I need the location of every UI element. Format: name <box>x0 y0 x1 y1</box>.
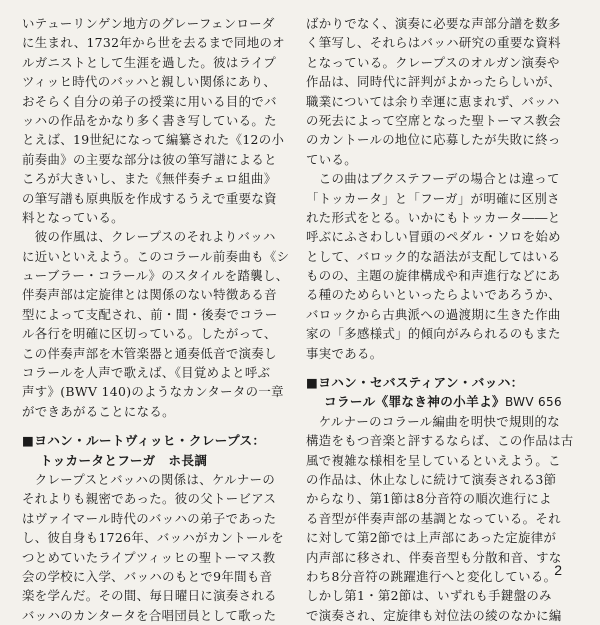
text-line: はヴァイマール時代のバッハの弟子であった <box>22 510 277 526</box>
right-column <box>306 14 586 625</box>
page-number: 2 <box>554 562 562 578</box>
bwv-number: BWV 656 <box>504 395 563 410</box>
text-line: それよりも親密であった。彼の父トービアス <box>22 491 277 507</box>
text-line: ツィッヒ時代のバッハと親しい関係にあり、 <box>22 74 277 90</box>
section-heading-bach <box>306 373 586 412</box>
text-line: に近いといえよう。このコラール前奏曲も《シ <box>22 248 290 264</box>
text-line: つとめていたライプツィッヒの聖トーマス教 <box>22 549 276 565</box>
text-line: バロックから古典派への過渡期に生きた作曲 <box>306 306 561 322</box>
right-text-block <box>306 14 586 363</box>
heading-composer: ■ヨハン・セバスティアン・バッハ： <box>306 375 524 391</box>
heading-title-row <box>306 392 586 411</box>
text-line: として、バロック的な語法が支配してはいる <box>306 248 561 264</box>
text-line: 声す》(BWV 140)のようなカンタータの一章 <box>22 384 284 400</box>
text-line: からなり、第1節は8分音符の順次進行によ <box>306 491 552 507</box>
text-line: となっている。クレープスのオルガン演奏や <box>306 54 560 70</box>
text-line: 構造をもつ音楽と評するならば、この作品は古 <box>306 433 574 449</box>
text-line: 作品は、同時代に評判がよかったらしいが、 <box>306 74 561 90</box>
text-line: の筆写譜も原典版を作成するうえで重要な資 <box>22 190 277 206</box>
text-line: る音型が伴奏声部の基調となっている。それ <box>306 510 561 526</box>
text-line: の死去によって空席となった聖トーマス教会 <box>306 112 561 128</box>
text-line: ばかりでなく、演奏に必要な声部分譜を数多 <box>306 16 561 31</box>
text-line: 楽を学んだ。その間、毎日曜日に演奏される <box>22 588 277 604</box>
text-line: の作品は、休止なしに続けて演奏される3節 <box>306 471 557 487</box>
text-line: ている。 <box>306 151 357 167</box>
text-line: 伴奏声部は定旋律とは関係のない特徴ある音 <box>22 287 277 303</box>
text-line: 会の学校に入学、バッハのもとで9年間も音 <box>22 568 273 584</box>
text-line: ができあがることになる。 <box>22 403 175 419</box>
text-line: クレープスとバッハの関係は、ケルナーの <box>22 471 276 487</box>
heading-title: トッカータとフーガ ホ長調 <box>40 452 208 468</box>
text-line: 内声部に移され、伴奏音型も分散和音、すな <box>306 549 562 565</box>
text-line: 前奏曲》の主要な部分は彼の筆写譜によると <box>22 151 277 167</box>
text-line: ューブラー・コラール》のスタイルを踏襲し、 <box>22 268 289 284</box>
left-text-block <box>22 14 302 421</box>
text-line: 職業については余り幸運に恵まれず、バッハ <box>306 93 560 109</box>
text-line: バッハのカンタータを合唱団員として歌った <box>22 607 277 623</box>
text-line: ッハの作品をかなり多く書き写している。た <box>22 112 277 128</box>
text-line: 家の「多感様式」的傾向がみられるのもまた <box>306 326 561 342</box>
text-line: わち8分音符の跳躍進行へと変化している。 <box>306 568 557 584</box>
text-line: いテューリンゲン地方のグレーフェンローダ <box>22 16 275 31</box>
text-line: 型によって支配され、前・間・後奏でコラー <box>22 306 278 322</box>
text-line: し、彼自身も1726年、バッハがカントールを <box>22 530 285 546</box>
text-line: ものの、主題の旋律構成や和声進行などにあ <box>306 268 561 284</box>
text-line: ケルナーのコラール編曲を明快で規則的な <box>306 413 560 429</box>
text-line: しかし第1・第2節は、いずれも手鍵盤のみ <box>306 588 552 604</box>
text-line: ル各行を明確に区切っている。したがって、 <box>22 326 277 342</box>
text-line: のカントールの地位に応募したが失敗に終っ <box>306 132 561 148</box>
text-line: 事実である。 <box>306 345 383 361</box>
text-line: この伴奏声部を木管楽器と通奏低音で演奏し <box>22 345 277 361</box>
krebs-text-block <box>22 470 302 625</box>
text-line: ルガニストとして生涯を過した。彼はライプ <box>22 54 277 70</box>
left-column <box>22 14 302 625</box>
text-line: とえば、19世紀になって編纂された《12の小 <box>22 132 285 148</box>
text-line: 彼の作風は、クレープスのそれよりバッハ <box>22 229 276 245</box>
text-line: で演奏され、定旋律も対位法の綾のなかに編 <box>306 607 562 623</box>
text-line: 呼ぶにふさわしい冒頭のペダル・ソロを始め <box>306 229 561 245</box>
text-line: 風で複雑な様相を呈しているといえよう。こ <box>306 452 561 468</box>
text-line: ころが大きいし、また《無伴奏チェロ組曲》 <box>22 171 277 187</box>
bach-text-block <box>306 412 586 625</box>
text-line: 「トッカータ」と「フーガ」が明確に区別さ <box>306 190 560 206</box>
text-line: に対して第2節では上声部にあった定旋律が <box>306 530 557 546</box>
text-line: コラールを人声で歌えば、《目覚めよと呼ぶ <box>22 365 271 381</box>
text-line: 料となっている。 <box>22 209 124 225</box>
text-line: おそらく自分の弟子の授業に用いる目的でバ <box>22 93 277 109</box>
text-line: この曲はブクステフーデの場合とは違って <box>306 171 560 187</box>
text-line: る種のためらいといったらよいであろうか、 <box>306 287 561 303</box>
text-line: に生まれ、1732年から世を去るまで同地のオ <box>22 35 286 51</box>
section-heading-krebs <box>22 431 302 470</box>
heading-composer: ■ヨハン・ルートヴィッヒ・クレープス： <box>22 433 266 449</box>
text-line: れた形式をとる。いかにもトッカータ――と <box>306 209 561 225</box>
text-line: く筆写し、それらはバッハ研究の重要な資料 <box>306 35 561 51</box>
heading-title: コラール《罪なき神の小羊よ》 <box>324 394 505 410</box>
